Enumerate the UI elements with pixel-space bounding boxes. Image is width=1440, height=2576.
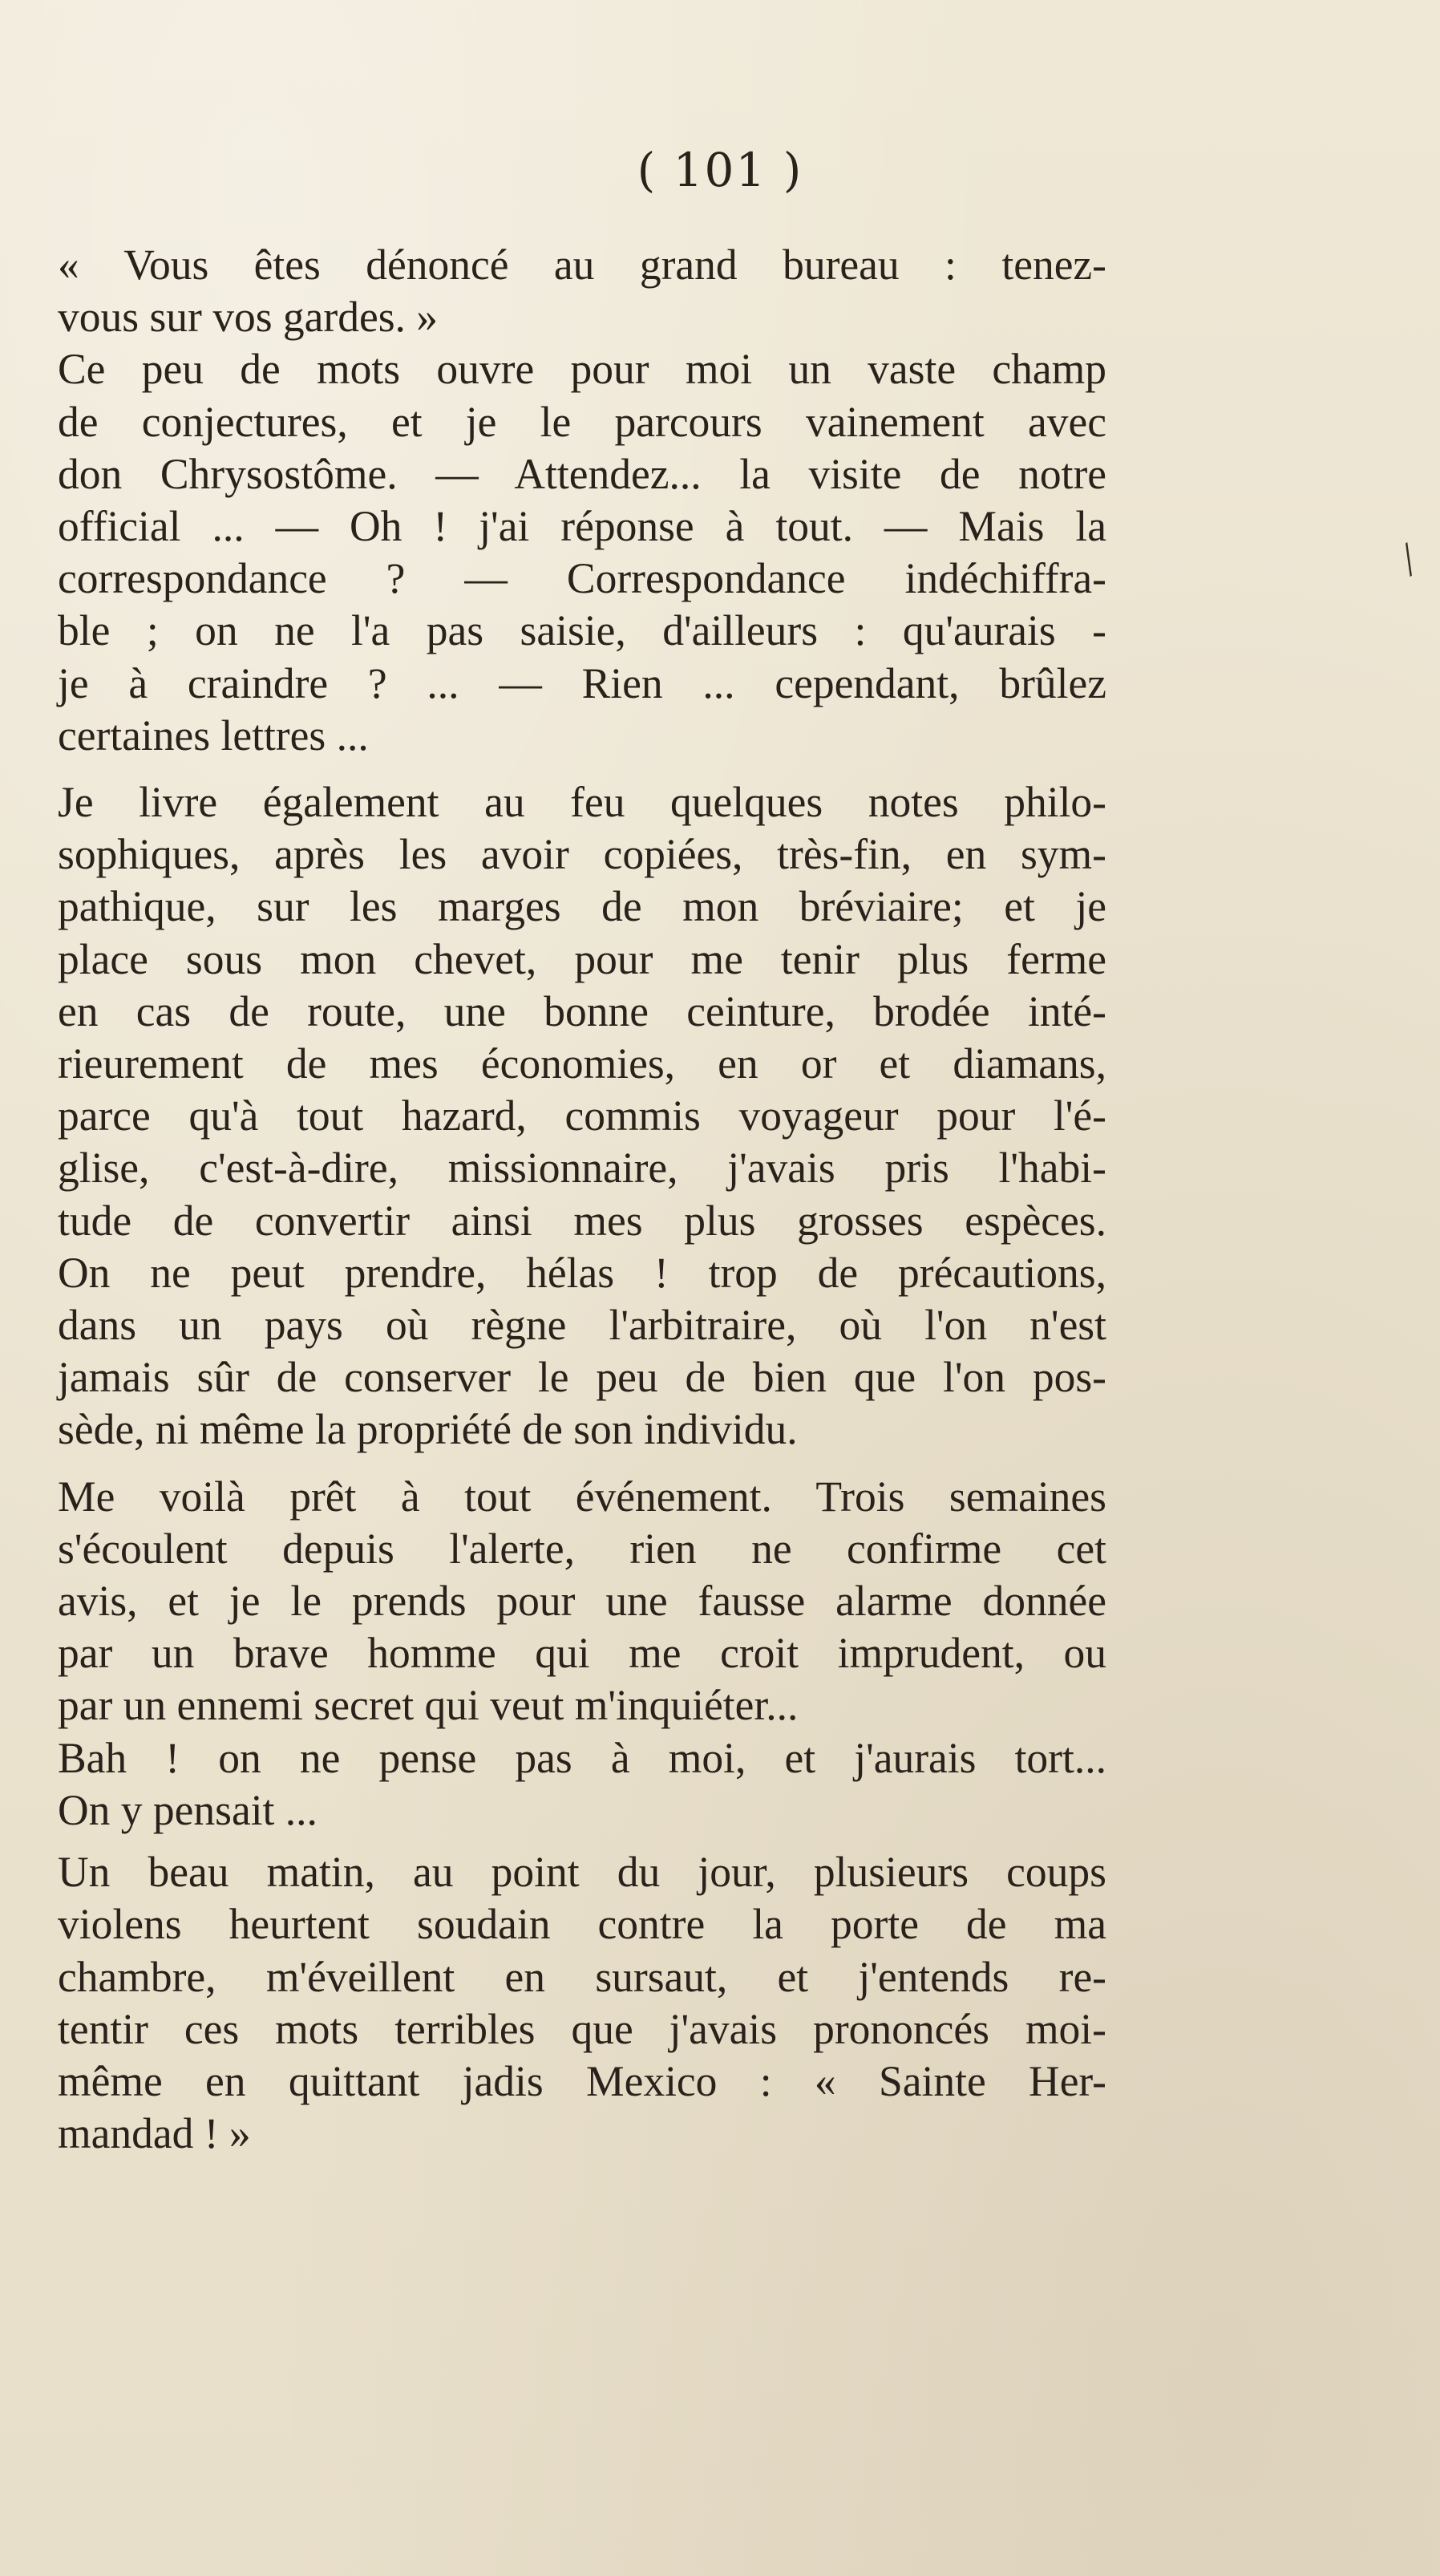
- paragraph-3: [22, 776, 1106, 1456]
- paragraph-6: [22, 1846, 1106, 2160]
- text-line: je à craindre ? ... — Rien ... cependant, brûlez: [58, 658, 1106, 707]
- text-line: rieurement de mes économies, en or et diamans,: [58, 1039, 1106, 1088]
- text-line: Un beau matin, au point du jour, plusieurs coups: [58, 1848, 1106, 1897]
- text-line: Ce peu de mots ouvre pour moi un vaste champ: [58, 345, 1106, 394]
- text-line: par un brave homme qui me croit imprudent, ou: [58, 1629, 1106, 1678]
- text-line: de conjectures, et je le parcours vainement avec: [58, 397, 1106, 446]
- text-line: Je livre également au feu quelques notes philo-: [58, 778, 1106, 827]
- text-line: pathique, sur les marges de mon bréviaire; et je: [58, 882, 1106, 931]
- text-line: certaines lettres ...: [58, 711, 369, 759]
- ink-mark-icon: ╱: [1393, 542, 1424, 577]
- paragraph-2: [22, 343, 1106, 762]
- paragraph-5: [22, 1732, 1106, 1837]
- text-line: Me voilà prêt à tout événement. Trois semaines: [58, 1472, 1106, 1521]
- text-line: mandad ! »: [58, 2109, 251, 2158]
- text-line: ble ; on ne l'a pas saisie, d'ailleurs : qu'aurais -: [58, 606, 1106, 655]
- text-line: parce qu'à tout hazard, commis voyageur pour l'é-: [58, 1092, 1106, 1140]
- text-line: official ... — Oh ! j'ai réponse à tout. — Mais la: [58, 502, 1106, 551]
- text-line: s'écoulent depuis l'alerte, rien ne confirme cet: [58, 1524, 1106, 1573]
- text-line: tude de convertir ainsi mes plus grosses espèces.: [58, 1196, 1106, 1245]
- text-line: vous sur vos gardes. »: [58, 293, 439, 342]
- text-line: avis, et je le prends pour une fausse alarme donnée: [58, 1577, 1106, 1626]
- text-line: même en quittant jadis Mexico : « Sainte Her-: [58, 2056, 1106, 2105]
- text-line: « Vous êtes dénoncé au grand bureau : tenez-: [58, 241, 1106, 289]
- text-line: don Chrysostôme. — Attendez... la visite de notre: [58, 449, 1106, 498]
- text-line: jamais sûr de conserver le peu de bien que l'on pos-: [58, 1353, 1106, 1402]
- text-line: violens heurtent soudain contre la porte de ma: [58, 1900, 1106, 1949]
- text-line: par un ennemi secret qui veut m'inquiéter...: [58, 1681, 799, 1730]
- body-text: [22, 239, 1106, 2160]
- paragraph-1: [22, 239, 1106, 343]
- text-line: On y pensait ...: [58, 1785, 318, 1834]
- text-line: correspondance ? — Correspondance indéchiffra-: [58, 554, 1106, 603]
- text-line: sophiques, après les avoir copiées, très-fin, en sym-: [58, 830, 1106, 879]
- text-line: tentir ces mots terribles que j'avais prononcés moi-: [58, 2004, 1106, 2053]
- text-line: On ne peut prendre, hélas ! trop de précautions,: [58, 1248, 1106, 1297]
- page-number: ( 101 ): [637, 143, 803, 197]
- text-line: chambre, m'éveillent en sursaut, et j'entends re-: [58, 1952, 1106, 2001]
- text-line: en cas de route, une bonne ceinture, brodée inté-: [58, 986, 1106, 1035]
- text-line: sède, ni même la propriété de son individu.: [58, 1405, 798, 1454]
- text-line: place sous mon chevet, pour me tenir plus ferme: [58, 934, 1106, 983]
- text-line: glise, c'est-à-dire, missionnaire, j'avais pris l'habi-: [58, 1144, 1106, 1193]
- text-line: Bah ! on ne pense pas à moi, et j'aurais tort...: [58, 1733, 1106, 1782]
- text-line: dans un pays où règne l'arbitraire, où l'on n'est: [58, 1301, 1106, 1350]
- paragraph-4: [22, 1471, 1106, 1732]
